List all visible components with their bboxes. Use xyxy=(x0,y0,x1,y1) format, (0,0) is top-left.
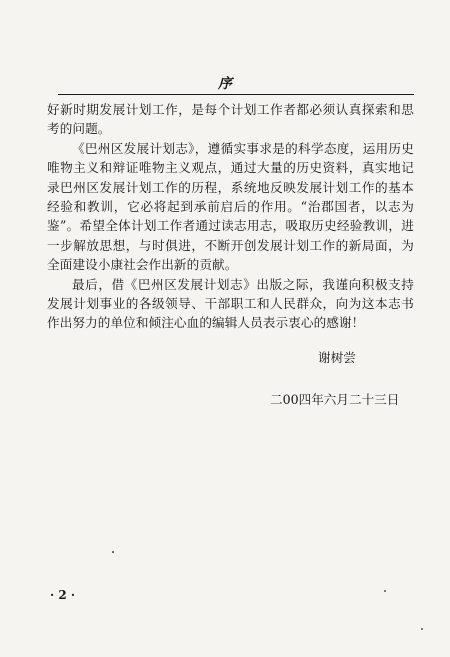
paragraph: 最后，借《巴州区发展计划志》出版之际，我谨向积极支持发展计划事业的各级领导、干部职工和人民群众，向为这本志书作出努力的单位和倾注心血的编辑人员表示衷心的感谢！ xyxy=(47,276,414,331)
header-rule xyxy=(58,94,414,95)
body-text xyxy=(47,100,414,333)
author-signature: 谢树尝 xyxy=(318,350,356,365)
signature-date: 二00四年六月二十三日 xyxy=(270,392,400,407)
paragraph-continued: 好新时期发展计划工作，是每个计划工作者都必须认真探索和思考的问题。 xyxy=(47,102,414,137)
scan-speck xyxy=(112,551,114,553)
page-header xyxy=(0,76,450,96)
header-title: 序 xyxy=(218,76,232,92)
paragraph: 《巴州区发展计划志》，遵循实事求是的科学态度，运用历史唯物主义和辩证唯物主义观点，通过大量的历史资料，真实地记录巴州区发展计划工作的历程，系统地反映发展计划工作的基本经验和教训，它必将起到承前启后的作用。“治郡国者，以志为鉴”。希望全体计划工作者通过读志用志，吸取历史经验教训，进一步解放思想，与时俱进，不断开创发展计划工作的新局面，为全面建设小康社会作出新的贡献。 xyxy=(47,140,414,273)
scan-speck xyxy=(421,628,423,630)
page-number: · 2 · xyxy=(50,588,76,602)
scan-speck xyxy=(384,590,386,592)
